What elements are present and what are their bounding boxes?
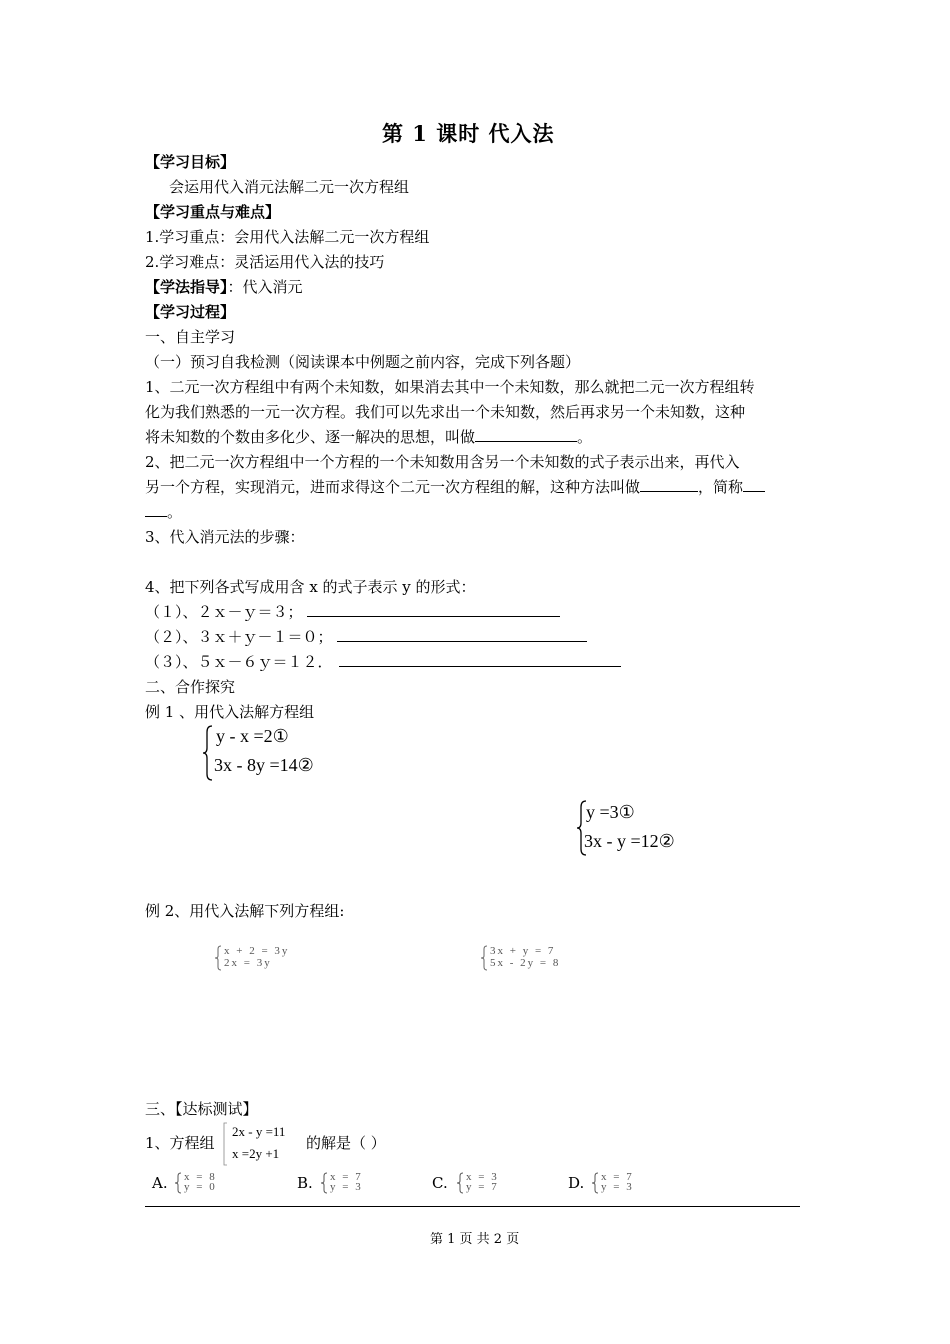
q4-item-1-text: （１）、２ｘ－ｙ＝３； [145, 603, 303, 621]
q2-line-2 [145, 477, 765, 497]
brace-icon [320, 1172, 328, 1194]
q4-item-3-text: （３）、５ｘ－６ｙ＝１２． [145, 653, 333, 671]
example-2-heading: 例 2、用代入法解下列方程组: [145, 902, 345, 920]
equation: x =2y +1 [232, 1146, 280, 1161]
q1-line-2: 化为我们熟悉的一元一次方程。我们可以先求出一个未知数，然后再求另一个未知数，这种 [145, 403, 746, 421]
equation-system-ex2-a [214, 945, 354, 973]
equation: 3x + y = 7 [490, 945, 556, 957]
option-b[interactable] [297, 1173, 313, 1193]
equation: x = 7 [330, 1171, 363, 1183]
equation: 2x - y =11 [232, 1124, 286, 1139]
q2-line-2-text: 另一个方程，实现消元，进而求得这个二元一次方程组的解，这种方法叫做 [145, 478, 641, 496]
q4-item-2-blank[interactable] [337, 627, 587, 642]
option-label: C. [432, 1174, 448, 1192]
method-line [145, 277, 303, 297]
option-label: A. [152, 1174, 168, 1192]
example-1-heading: 例 1 、用代入法解方程组 [145, 703, 315, 721]
q1-line-3-end: 。 [577, 428, 593, 446]
brace-icon [174, 1172, 182, 1194]
q4-item-1-blank[interactable] [307, 602, 560, 617]
section-test [145, 1099, 258, 1119]
equation: y = 7 [466, 1181, 499, 1193]
section-test-label: 三、【达标测试】 [145, 1100, 258, 1118]
test-q1-prefix: 1、方程组 [145, 1134, 215, 1152]
bracket-icon [220, 1122, 228, 1166]
q1-answer-blank[interactable] [475, 427, 577, 442]
brace-icon [480, 945, 488, 971]
q1-line-1: 1、二元一次方程组中有两个未知数，如果消去其中一个未知数，那么就把二元一次方程组转 [145, 378, 755, 396]
q2-line-3-end: 。 [167, 503, 183, 521]
equation: y =3① [586, 802, 635, 822]
brace-icon [214, 945, 222, 971]
method-heading: 【学法指导】 [145, 278, 228, 296]
equation: y = 3 [601, 1181, 634, 1193]
q1-line-3-text: 将未知数的个数由多化少、逐一解决的思想，叫做 [145, 428, 476, 446]
equation-system-ex2-b [480, 945, 620, 973]
option-c-system [456, 1172, 536, 1196]
q2-line-2-mid: ，简称 [698, 478, 744, 496]
equation-system-ex1-a [202, 724, 342, 784]
key-points-heading: 【学习重点与难点】 [145, 203, 281, 221]
option-a[interactable] [152, 1173, 168, 1193]
footer-divider [145, 1206, 800, 1207]
q1-line-3 [145, 427, 592, 447]
option-label: D. [568, 1174, 585, 1192]
key-point-2: 2.学习难点：灵活运用代入法的技巧 [145, 253, 385, 271]
q2-line-3 [145, 502, 182, 522]
q2-answer-blank-1[interactable] [640, 477, 698, 492]
equation: y = 3 [330, 1181, 363, 1193]
equation: 5x - 2y = 8 [490, 957, 561, 969]
q4-item-2 [145, 627, 587, 647]
equation: x = 8 [184, 1171, 217, 1183]
equation: 3x - 8y =14② [214, 755, 314, 775]
q4-item-1 [145, 602, 560, 622]
q4-item-2-text: （２）、３ｘ＋ｙ－１＝０； [145, 628, 333, 646]
method-text: ：代入消元 [227, 278, 303, 296]
page-number: 第 1 页 共 2 页 [430, 1232, 520, 1247]
q4-item-3 [145, 652, 621, 672]
option-d[interactable] [568, 1173, 584, 1193]
option-b-system [320, 1172, 400, 1196]
equation: y = 0 [184, 1181, 217, 1193]
option-a-system [174, 1172, 254, 1196]
equation: x = 7 [601, 1171, 634, 1183]
q2-answer-blank-2b[interactable] [145, 502, 167, 517]
equation: x = 3 [466, 1171, 499, 1183]
equation-system-ex1-b [576, 799, 716, 859]
equation-system-test-q1 [220, 1122, 310, 1166]
q2-answer-blank-2a[interactable] [743, 477, 765, 492]
objective-text: 会运用代入消元法解二元一次方程组 [169, 178, 410, 196]
equation: 2x = 3y [224, 957, 272, 969]
brace-icon [591, 1172, 599, 1194]
objective-heading: 【学习目标】 [145, 153, 236, 171]
section-self-study: 一、自主学习 [145, 328, 236, 346]
brace-icon [202, 724, 214, 782]
option-label: B. [297, 1174, 313, 1192]
test-q1-suffix: 的解是（ ） [306, 1134, 386, 1152]
key-point-1: 1.学习重点：会用代入法解二元一次方程组 [145, 228, 430, 246]
equation: 3x - y =12② [584, 831, 675, 851]
option-d-system [591, 1172, 681, 1196]
q3: 3、代入消元法的步骤： [145, 528, 305, 546]
section-cooperative: 二、合作探究 [145, 678, 236, 696]
page-title: 第 1 课时 代入法 [382, 121, 555, 146]
brace-icon [456, 1172, 464, 1194]
q4-item-3-blank[interactable] [339, 652, 621, 667]
q2-line-1: 2、把二元一次方程组中一个方程的一个未知数用含另一个未知数的式子表示出来，再代入 [145, 453, 740, 471]
process-heading: 【学习过程】 [145, 303, 236, 321]
equation: x + 2 = 3y [224, 945, 290, 957]
self-check-subheading: （一）预习自我检测（阅读课本中例题之前内容，完成下列各题） [145, 353, 581, 371]
option-c[interactable] [432, 1173, 448, 1193]
equation: y - x =2① [216, 726, 289, 746]
q4: 4、把下列各式写成用含 x 的式子表示 y 的形式： [145, 578, 476, 596]
